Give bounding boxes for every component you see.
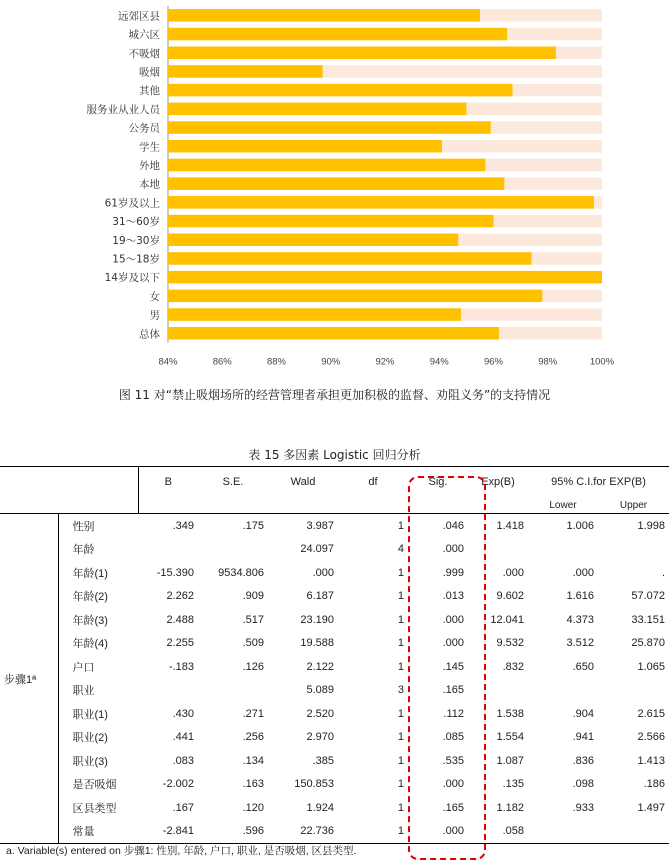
cell-df: 1 <box>397 707 404 720</box>
table-row <box>0 679 669 703</box>
x-tick-label: 94% <box>429 356 449 368</box>
cell-upper: 33.151 <box>631 613 666 626</box>
cell-wald: 2.520 <box>306 707 334 720</box>
category-label: 学生 <box>139 141 160 154</box>
cell-sig: .000 <box>442 778 464 791</box>
cell-upper: 25.870 <box>631 637 666 650</box>
x-tick-label: 92% <box>375 356 395 368</box>
cell-b: -15.390 <box>156 566 194 579</box>
figure-caption: 图 11 对“禁止吸烟场所的经营管理者承担更加积极的监督、劝阻义务”的支持情况 <box>118 388 551 402</box>
cell-upper <box>598 820 669 844</box>
cell-df: 1 <box>397 660 404 673</box>
cell-sig: .535 <box>442 754 464 767</box>
cell-exp: 9.532 <box>496 637 524 650</box>
cell-se: .120 <box>242 801 264 814</box>
col-sig: Sig. <box>428 476 448 488</box>
cell-exp: 1.418 <box>496 519 524 532</box>
cell-sig: .165 <box>442 801 464 814</box>
bar <box>168 252 531 265</box>
cell-b: .167 <box>172 801 194 814</box>
category-label: 总体 <box>139 328 160 341</box>
cell-se: .175 <box>242 519 264 532</box>
table-footnote: a. Variable(s) entered on 步骤1: 性别, 年龄, 户口, 职业, 是否吸烟, 区县类型. <box>6 845 357 857</box>
cell-lower: .098 <box>572 778 594 791</box>
row-label: 户口 <box>72 661 95 674</box>
table-caption: 表 15 多因素 Logistic 回归分析 <box>248 448 421 462</box>
cell-se: .256 <box>242 731 264 744</box>
cell-upper: 1.065 <box>637 660 666 673</box>
cell-lower: .650 <box>572 660 594 673</box>
cell-b: 2.488 <box>166 613 194 626</box>
cell-se <box>198 538 268 562</box>
category-label: 女 <box>149 290 160 303</box>
cell-sig: .000 <box>442 543 464 556</box>
cell-b: .083 <box>172 754 194 767</box>
cell-sig: .145 <box>442 660 464 673</box>
cell-upper: 57.072 <box>631 590 666 603</box>
x-tick-label: 88% <box>266 356 287 368</box>
category-label: 城六区 <box>128 29 160 42</box>
cell-b: .430 <box>172 707 194 720</box>
table-row <box>0 749 669 773</box>
cell-se: .596 <box>242 825 264 838</box>
category-label: 14岁及以下 <box>104 272 160 285</box>
col-b: B <box>164 476 172 488</box>
bar <box>168 271 602 284</box>
category-label: 服务业从业人员 <box>86 103 160 116</box>
category-label: 15～18岁 <box>112 253 160 266</box>
cell-sig: .000 <box>442 613 464 626</box>
cell-lower <box>528 679 598 703</box>
col-df: df <box>368 476 378 488</box>
cell-b: -.183 <box>168 660 194 673</box>
cell-lower: 3.512 <box>566 637 594 650</box>
cell-b: .441 <box>172 731 194 744</box>
cell-wald: 23.190 <box>300 613 334 626</box>
cell-lower: .836 <box>572 754 594 767</box>
table-row <box>0 514 669 538</box>
category-label: 31～60岁 <box>112 216 160 229</box>
table-row <box>0 773 669 797</box>
cell-exp: 12.041 <box>490 613 524 626</box>
cell-sig: .013 <box>442 590 464 603</box>
category-label: 远郊区县 <box>118 10 160 23</box>
cell-df: 1 <box>397 731 404 744</box>
cell-lower: .941 <box>572 731 594 744</box>
x-tick-label: 84% <box>158 356 178 368</box>
cell-se: .163 <box>242 778 264 791</box>
cell-upper: 1.998 <box>637 519 666 532</box>
cell-lower: 4.373 <box>566 613 594 626</box>
cell-sig: .165 <box>442 684 464 697</box>
step-label: 步骤1ª <box>0 514 58 844</box>
bar <box>168 47 556 60</box>
x-tick-label: 98% <box>538 356 558 368</box>
col-expb: Exp(B) <box>481 476 515 488</box>
cell-lower <box>528 820 598 844</box>
bar <box>168 9 480 22</box>
col-ci-lower: Lower <box>549 499 577 511</box>
cell-wald: .000 <box>312 566 334 579</box>
row-label: 区县类型 <box>72 802 117 815</box>
table-row <box>0 538 669 562</box>
cell-exp: 1.182 <box>496 801 524 814</box>
cell-wald: 2.122 <box>306 660 334 673</box>
cell-exp: .832 <box>502 660 524 673</box>
bar <box>168 159 485 172</box>
bar <box>168 234 458 247</box>
cell-b <box>138 538 198 562</box>
cell-se: 9534.806 <box>218 566 264 579</box>
cell-df: 1 <box>397 519 404 532</box>
row-label: 年龄 <box>72 544 95 557</box>
cell-exp: 9.602 <box>496 590 524 603</box>
cell-exp: .135 <box>502 778 524 791</box>
cell-b: 2.255 <box>166 637 194 650</box>
cell-se: .271 <box>242 707 264 720</box>
row-label: 职业(3) <box>72 755 108 768</box>
cell-sig: .000 <box>442 825 464 838</box>
category-label: 吸烟 <box>139 66 160 79</box>
cell-wald: 5.089 <box>306 684 334 697</box>
row-label: 是否吸烟 <box>72 779 117 792</box>
cell-se: .134 <box>242 754 264 767</box>
category-label: 本地 <box>139 178 160 191</box>
regression-table <box>0 466 669 844</box>
x-tick-label: 86% <box>212 356 232 368</box>
cell-upper: 2.615 <box>637 707 666 720</box>
table-row <box>0 655 669 679</box>
row-label: 年龄(4) <box>72 638 108 651</box>
cell-wald: 2.970 <box>306 731 334 744</box>
row-label: 性别 <box>72 520 95 533</box>
cell-exp: 1.538 <box>496 707 524 720</box>
bar <box>168 308 461 321</box>
category-label: 外地 <box>139 159 160 172</box>
cell-exp: .058 <box>502 825 524 838</box>
cell-se: .126 <box>242 660 264 673</box>
x-tick-label: 90% <box>321 356 341 368</box>
cell-sig: .112 <box>443 707 464 720</box>
category-label: 19～30岁 <box>112 234 160 247</box>
cell-wald: 1.924 <box>306 801 334 814</box>
cell-df: 1 <box>397 754 404 767</box>
cell-wald: .385 <box>312 754 334 767</box>
row-label: 年龄(1) <box>72 567 108 580</box>
table-row <box>0 726 669 750</box>
cell-b: 2.262 <box>166 590 194 603</box>
cell-wald: 6.187 <box>306 590 334 603</box>
regression-table-wrap <box>0 466 669 844</box>
cell-se: .517 <box>242 613 264 626</box>
table-row <box>0 561 669 585</box>
row-label: 常量 <box>72 826 95 839</box>
cell-lower: .933 <box>572 801 594 814</box>
cell-lower: 1.616 <box>566 590 594 603</box>
cell-wald: 22.736 <box>300 825 334 838</box>
cell-sig: .999 <box>442 566 464 579</box>
cell-wald: 3.987 <box>306 519 334 532</box>
cell-upper: 2.566 <box>637 731 666 744</box>
table-row <box>0 702 669 726</box>
cell-df: 1 <box>397 590 404 603</box>
table-row <box>0 632 669 656</box>
bar <box>168 65 323 78</box>
category-label: 不吸烟 <box>128 47 160 60</box>
cell-lower <box>528 538 598 562</box>
bar <box>168 327 499 340</box>
cell-df: 1 <box>397 825 404 838</box>
cell-lower: 1.006 <box>566 519 594 532</box>
cell-df: 4 <box>397 543 404 556</box>
table-row <box>0 796 669 820</box>
cell-df: 1 <box>397 778 404 791</box>
x-tick-label: 96% <box>483 356 504 368</box>
col-ci: 95% C.I.for EXP(B) <box>551 476 646 488</box>
cell-lower: .904 <box>572 707 594 720</box>
cell-lower: .000 <box>572 566 594 579</box>
row-label: 年龄(2) <box>72 591 108 604</box>
cell-se: .509 <box>242 637 264 650</box>
col-se: S.E. <box>222 476 244 488</box>
cell-se: .909 <box>242 590 264 603</box>
row-label: 职业(1) <box>72 708 108 721</box>
cell-wald: 24.097 <box>300 543 334 556</box>
category-label: 其他 <box>139 85 160 98</box>
cell-sig: .046 <box>442 519 464 532</box>
cell-exp: .000 <box>502 566 524 579</box>
category-label: 公务员 <box>128 122 160 135</box>
header-blank <box>0 467 138 498</box>
cell-b: -2.002 <box>162 778 194 791</box>
x-tick-label: 100% <box>589 356 615 368</box>
row-label: 年龄(3) <box>72 614 108 627</box>
bar <box>168 84 512 97</box>
col-ci-upper: Upper <box>619 499 648 511</box>
cell-upper: 1.413 <box>637 754 666 767</box>
cell-upper: .186 <box>643 778 666 791</box>
cell-upper: 1.497 <box>637 801 666 814</box>
row-label: 职业(2) <box>72 732 108 745</box>
cell-exp: 1.087 <box>496 754 524 767</box>
cell-df: 1 <box>397 801 404 814</box>
bar <box>168 121 491 134</box>
table-row <box>0 820 669 844</box>
cell-exp: 1.554 <box>496 731 524 744</box>
bar-chart <box>0 0 669 375</box>
cell-b: -2.841 <box>162 825 194 838</box>
cell-df: 1 <box>397 613 404 626</box>
bar <box>168 177 504 190</box>
cell-sig: .000 <box>442 637 464 650</box>
category-label: 61岁及以上 <box>104 197 160 210</box>
table-row <box>0 608 669 632</box>
cell-df: 1 <box>397 637 404 650</box>
bar <box>168 196 594 209</box>
bar <box>168 103 466 116</box>
cell-upper <box>598 679 669 703</box>
bar <box>168 290 542 303</box>
category-label: 男 <box>149 309 160 322</box>
cell-b <box>138 679 198 703</box>
cell-wald: 150.853 <box>294 778 334 791</box>
cell-upper: . <box>661 566 666 579</box>
cell-se <box>198 679 268 703</box>
bar <box>168 140 442 153</box>
cell-exp <box>468 538 528 562</box>
cell-df: 3 <box>397 684 404 697</box>
table-body <box>0 514 669 844</box>
bar <box>168 215 494 228</box>
table-row <box>0 585 669 609</box>
cell-df: 1 <box>397 566 404 579</box>
cell-exp <box>468 679 528 703</box>
row-label: 职业 <box>72 685 95 698</box>
cell-b: .349 <box>172 519 194 532</box>
cell-wald: 19.588 <box>300 637 334 650</box>
cell-upper <box>598 538 669 562</box>
cell-sig: .085 <box>442 731 464 744</box>
bar <box>168 28 507 41</box>
col-wald: Wald <box>290 476 316 488</box>
